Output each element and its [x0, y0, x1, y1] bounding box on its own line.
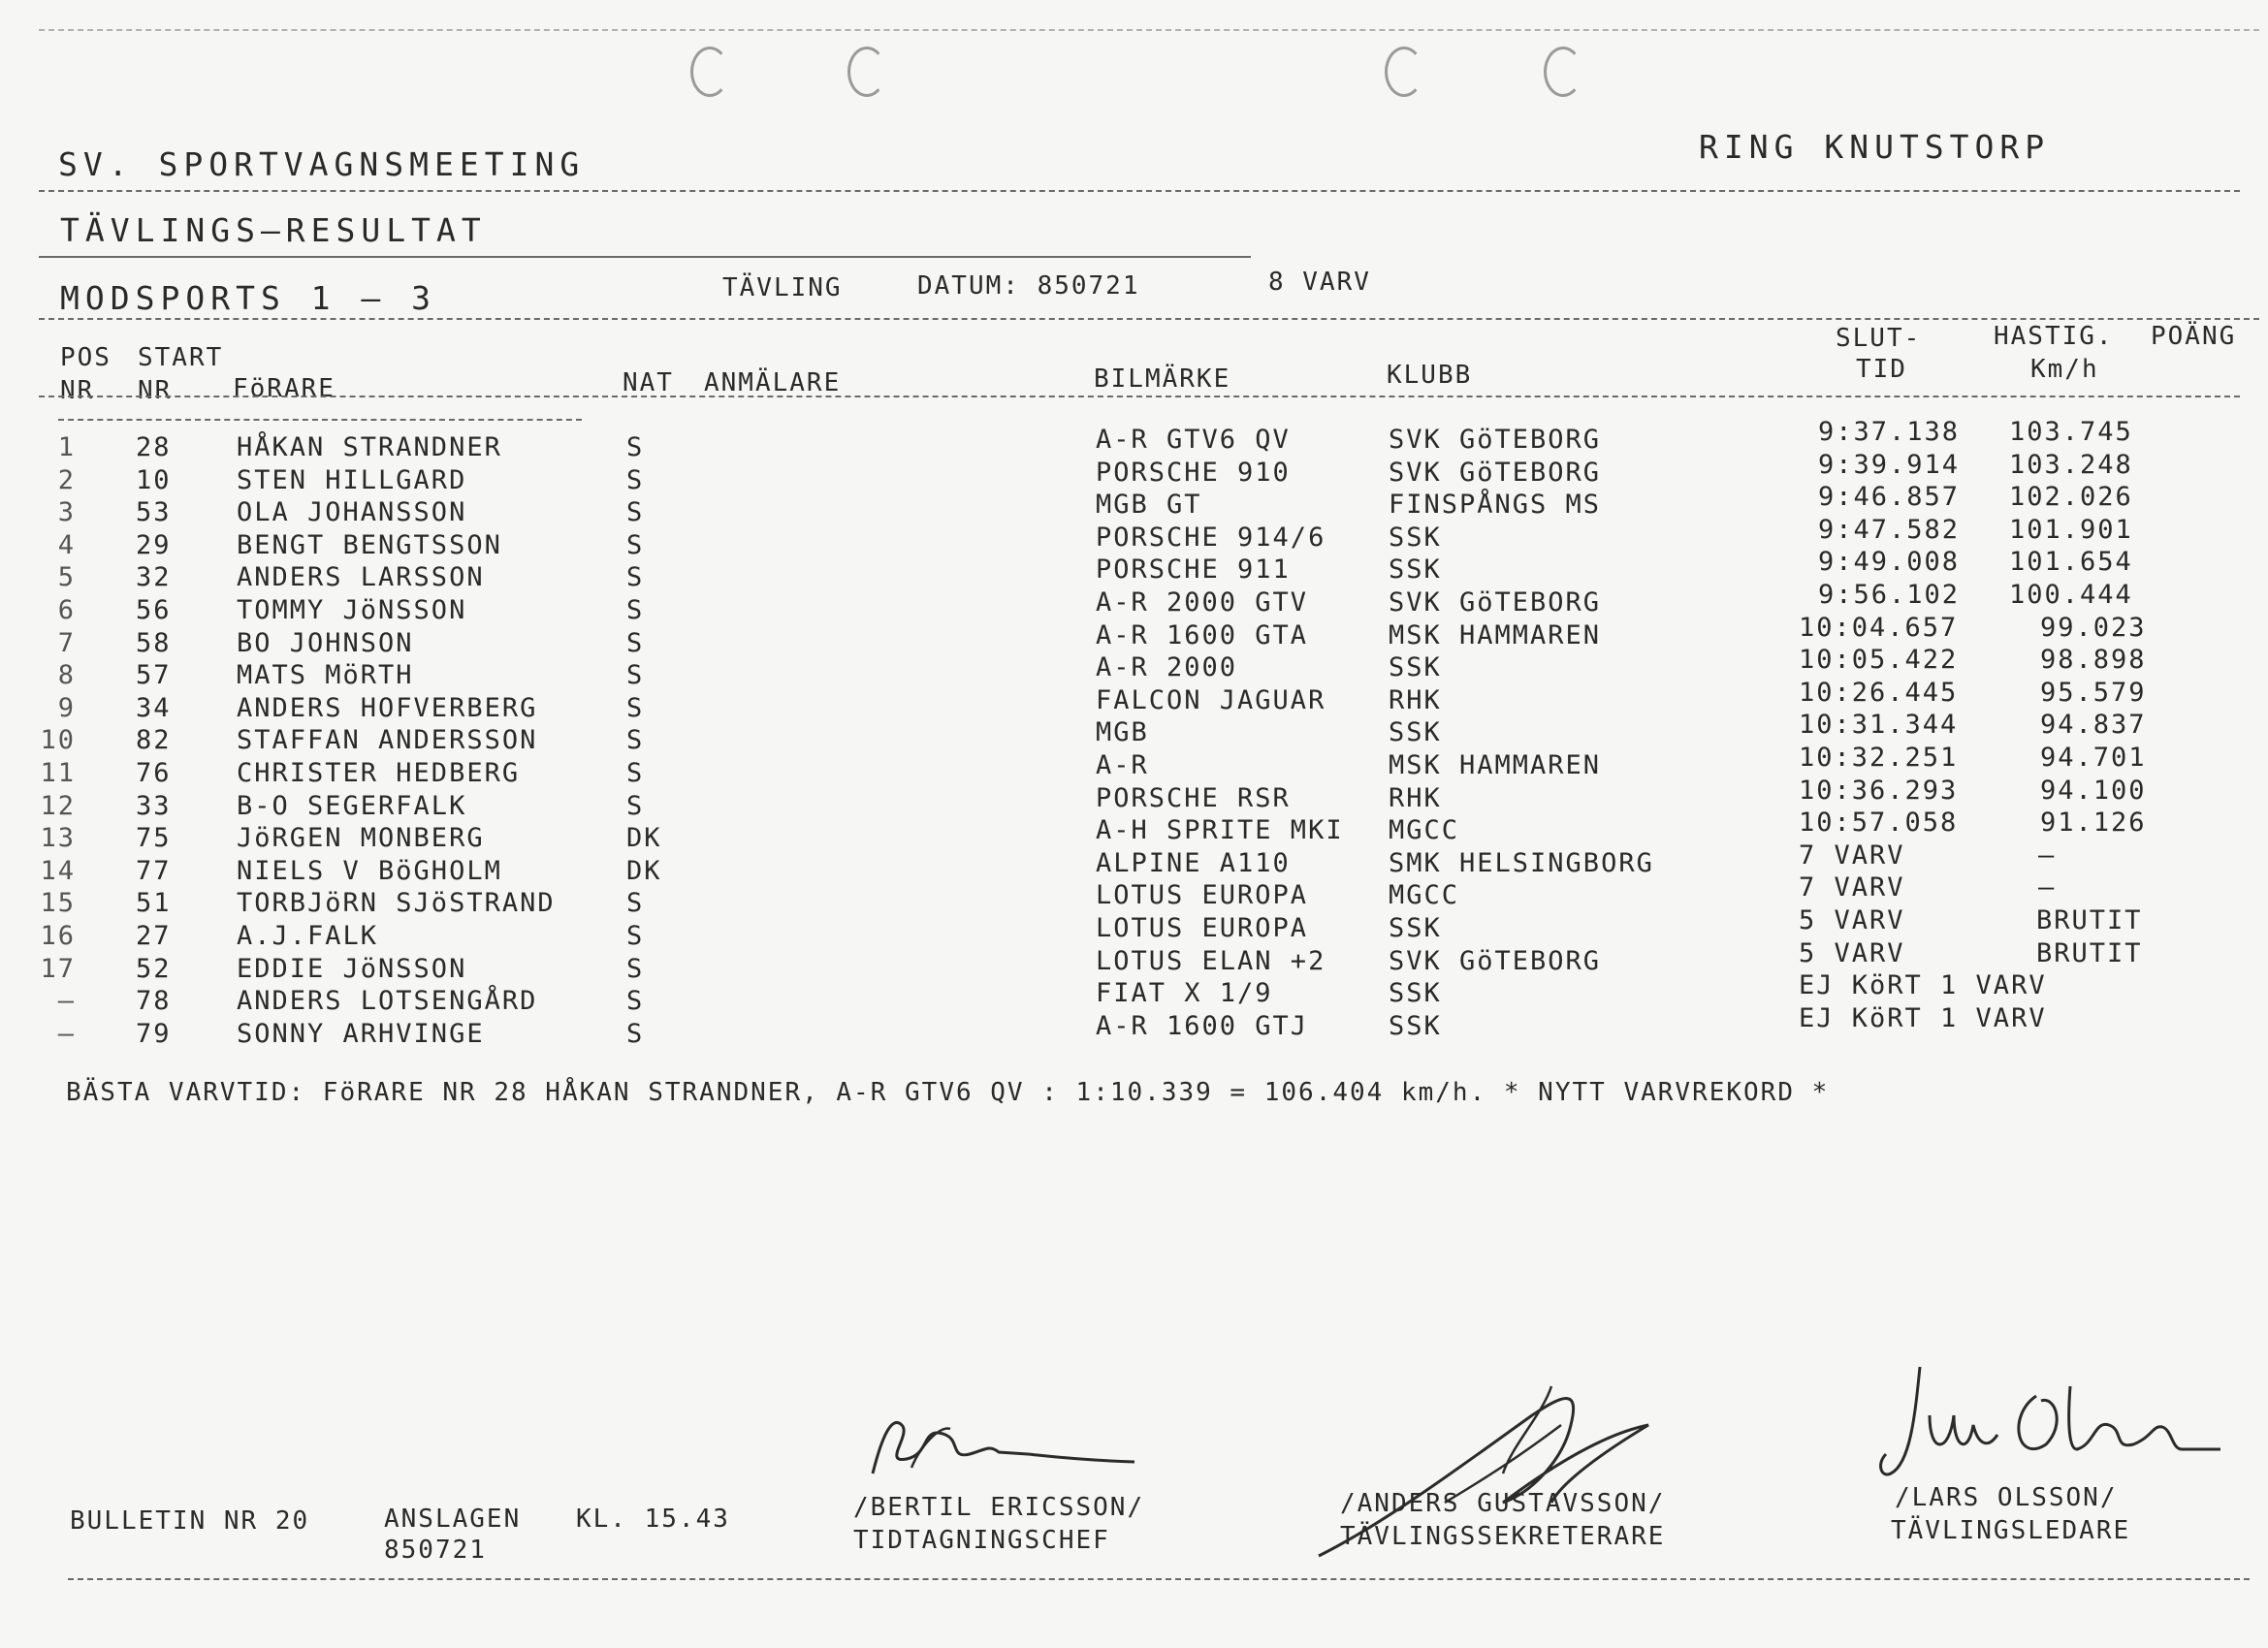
cell-car: FIAT X 1/9 [1096, 978, 1273, 1009]
cell-time: 5 VARV [1799, 937, 1905, 968]
cell-driver: STAFFAN ANDERSSON [237, 725, 538, 756]
cell-time: 5 VARV [1799, 905, 1905, 935]
header-entrant: ANMÄLARE [704, 368, 842, 397]
cell-driver: NIELS V BöGHOLM [237, 855, 502, 886]
cell-speed: 98.898 [2040, 645, 2147, 676]
cell-nat: S [626, 464, 645, 495]
cell-car: PORSCHE RSR [1096, 782, 1291, 813]
document-subtitle: TÄVLINGS—RESULTAT [60, 211, 487, 249]
cell-speed: BRUTIT [2036, 905, 2143, 935]
divider [39, 396, 2240, 397]
cell-start: 52 [136, 953, 172, 984]
header-nat: NAT [623, 368, 674, 397]
cell-pos: 4 [57, 529, 76, 560]
cell-car: PORSCHE 911 [1096, 555, 1291, 586]
divider [39, 318, 2259, 320]
divider [58, 419, 582, 421]
cell-pos: 11 [40, 758, 76, 788]
cell-nat: S [626, 1018, 645, 1049]
cell-speed: 103.248 [2009, 449, 2133, 480]
cell-car: A-R 2000 [1096, 652, 1238, 683]
cell-nat: S [626, 986, 645, 1017]
cell-start: 29 [136, 529, 172, 560]
cell-time: EJ KöRT 1 VARV [1799, 1002, 2047, 1033]
cell-pos: 8 [57, 660, 76, 691]
cell-driver: ANDERS LARSSON [237, 562, 485, 593]
cell-driver: SONNY ARHVINGE [237, 1018, 485, 1049]
header-speed-bottom: Km/h [2030, 355, 2099, 384]
header-club: KLUBB [1387, 361, 1473, 390]
cell-pos: 1 [57, 432, 76, 462]
cell-pos: 7 [57, 627, 76, 658]
lap-count: 8 VARV [1268, 268, 1371, 297]
cell-speed: 94.837 [2040, 710, 2147, 741]
top-edge-rule [39, 29, 2259, 31]
cell-time: 7 VARV [1799, 872, 1905, 903]
cell-speed: 101.654 [2009, 547, 2133, 578]
cell-start: 75 [136, 823, 172, 854]
cell-start: 32 [136, 562, 172, 593]
cell-speed: 102.026 [2009, 482, 2133, 513]
cell-start: 53 [136, 497, 172, 528]
cell-club: SSK [1389, 1010, 1442, 1041]
cell-car: A-R 1600 GTA [1096, 619, 1309, 650]
bottom-divider [68, 1578, 2250, 1580]
cell-club: MGCC [1389, 880, 1460, 911]
cell-nat: S [626, 432, 645, 462]
cell-time: 9:37.138 [1818, 417, 1961, 447]
cell-speed: BRUTIT [2036, 937, 2143, 968]
cell-car: PORSCHE 914/6 [1096, 522, 1326, 553]
cell-club: MGCC [1389, 815, 1460, 846]
cell-pos: 3 [57, 497, 76, 528]
header-pos-nr: NR [60, 376, 95, 405]
cell-speed: 94.100 [2040, 775, 2147, 806]
cell-nat: S [626, 627, 645, 658]
cell-nat: DK [626, 823, 662, 854]
race-date: DATUM: 850721 [917, 271, 1140, 301]
cell-car: FALCON JAGUAR [1096, 684, 1326, 715]
cell-driver: MATS MöRTH [237, 660, 414, 691]
cell-speed: 103.745 [2009, 417, 2133, 447]
cell-driver: A.J.FALK [237, 921, 379, 951]
cell-start: 76 [136, 758, 172, 788]
cell-time: 9:49.008 [1818, 547, 1961, 578]
cell-start: 78 [136, 986, 172, 1017]
divider [39, 190, 2240, 192]
cell-car: A-R 1600 GTJ [1096, 1010, 1309, 1041]
cell-time: 10:05.422 [1799, 645, 1959, 676]
punch-hole [1544, 47, 1582, 97]
cell-club: SSK [1389, 717, 1442, 748]
cell-start: 51 [136, 888, 172, 919]
cell-club: RHK [1389, 782, 1442, 813]
cell-car: ALPINE A110 [1096, 847, 1291, 878]
cell-pos: 6 [57, 595, 76, 625]
bulletin-posted-label: ANSLAGEN [384, 1505, 522, 1534]
cell-club: SSK [1389, 913, 1442, 943]
header-start-nr: NR [138, 376, 173, 405]
cell-pos: 15 [40, 888, 76, 919]
signature-name-3: /LARS OLSSON/ [1895, 1483, 2118, 1512]
cell-nat: DK [626, 855, 662, 886]
cell-time: 9:56.102 [1818, 580, 1961, 610]
cell-club: SVK GöTEBORG [1389, 425, 1602, 455]
cell-nat: S [626, 562, 645, 593]
cell-start: 56 [136, 595, 172, 625]
cell-time: 10:36.293 [1799, 775, 1959, 806]
punch-hole [1385, 47, 1423, 97]
cell-nat: S [626, 497, 645, 528]
cell-car: LOTUS ELAN +2 [1096, 945, 1326, 976]
cell-club: SSK [1389, 978, 1442, 1009]
cell-start: 79 [136, 1018, 172, 1049]
cell-driver: B-O SEGERFALK [237, 790, 467, 821]
cell-car: A-R GTV6 QV [1096, 425, 1291, 455]
cell-start: 77 [136, 855, 172, 886]
cell-club: RHK [1389, 684, 1442, 715]
cell-car: LOTUS EUROPA [1096, 913, 1309, 943]
cell-start: 10 [136, 464, 172, 495]
cell-time: 9:39.914 [1818, 449, 1961, 480]
cell-driver: HÅKAN STRANDNER [237, 432, 502, 462]
cell-speed: – [2038, 840, 2057, 871]
signature-ericsson [853, 1406, 1164, 1497]
cell-start: 82 [136, 725, 172, 756]
cell-speed: 95.579 [2040, 677, 2147, 708]
cell-nat: S [626, 758, 645, 788]
cell-pos: 17 [40, 953, 76, 984]
cell-nat: S [626, 953, 645, 984]
cell-start: 33 [136, 790, 172, 821]
cell-pos: 12 [40, 790, 76, 821]
cell-time: EJ KöRT 1 VARV [1799, 970, 2047, 1001]
cell-pos: 10 [40, 725, 76, 756]
signature-olsson [1862, 1357, 2230, 1497]
cell-speed: 99.023 [2040, 612, 2147, 643]
cell-start: 57 [136, 660, 172, 691]
header-time-top: SLUT- [1836, 324, 1922, 353]
cell-car: A-R [1096, 750, 1149, 780]
cell-start: 28 [136, 432, 172, 462]
cell-time: 10:32.251 [1799, 743, 1959, 773]
cell-speed: 100.444 [2009, 580, 2133, 610]
race-label: TÄVLING [722, 273, 843, 302]
header-speed-top: HASTIG. [1994, 322, 2114, 351]
header-car: BILMÄRKE [1094, 364, 1231, 394]
cell-driver: EDDIE JöNSSON [237, 953, 467, 984]
cell-nat: S [626, 595, 645, 625]
cell-pos: 2 [57, 464, 76, 495]
cell-club: MSK HAMMAREN [1389, 750, 1602, 780]
cell-pos: – [57, 1018, 76, 1049]
cell-speed: 101.901 [2009, 514, 2133, 545]
cell-nat: S [626, 790, 645, 821]
cell-speed: 91.126 [2040, 808, 2147, 839]
class-name: MODSPORTS 1 — 3 [60, 279, 437, 317]
cell-time: 9:47.582 [1818, 514, 1961, 545]
header-points: POÄNG [2151, 322, 2237, 351]
signature-role-3: TÄVLINGSLEDARE [1891, 1516, 2131, 1545]
cell-pos: 16 [40, 921, 76, 951]
cell-start: 27 [136, 921, 172, 951]
divider [39, 256, 1251, 258]
header-pos-top: POS [60, 343, 112, 372]
cell-club: SSK [1389, 555, 1442, 586]
cell-driver: BENGT BENGTSSON [237, 529, 502, 560]
best-lap-note: BÄSTA VARVTID: FöRARE NR 28 HÅKAN STRANDNER, A-R GTV6 QV : 1:10.339 = 106.404 km/h. * NYTT VARVREKORD * [66, 1078, 1830, 1107]
cell-pos: 9 [57, 692, 76, 723]
cell-time: 10:26.445 [1799, 677, 1959, 708]
bulletin-time: KL. 15.43 [576, 1505, 730, 1534]
cell-nat: S [626, 888, 645, 919]
cell-car: MGB GT [1096, 490, 1202, 521]
cell-club: SVK GöTEBORG [1389, 457, 1602, 488]
cell-speed: – [2038, 872, 2057, 903]
cell-speed: 94.701 [2040, 743, 2147, 773]
bulletin-number: BULLETIN NR 20 [70, 1506, 310, 1536]
header-time-bottom: TID [1856, 355, 1907, 384]
cell-time: 7 VARV [1799, 840, 1905, 871]
cell-driver: CHRISTER HEDBERG [237, 758, 521, 788]
cell-club: SVK GöTEBORG [1389, 587, 1602, 618]
cell-pos: 14 [40, 855, 76, 886]
cell-club: SMK HELSINGBORG [1389, 847, 1654, 878]
cell-club: SSK [1389, 522, 1442, 553]
cell-car: PORSCHE 910 [1096, 457, 1291, 488]
cell-club: SSK [1389, 652, 1442, 683]
cell-pos: – [57, 986, 76, 1017]
signature-name-2: /ANDERS GUSTAVSSON/ [1340, 1489, 1666, 1518]
cell-club: SVK GöTEBORG [1389, 945, 1602, 976]
cell-driver: TORBJöRN SJöSTRAND [237, 888, 556, 919]
cell-time: 10:04.657 [1799, 612, 1959, 643]
cell-pos: 13 [40, 823, 76, 854]
cell-driver: BO JOHNSON [237, 627, 414, 658]
cell-driver: TOMMY JöNSSON [237, 595, 467, 625]
cell-driver: ANDERS HOFVERBERG [237, 692, 538, 723]
signature-name-1: /BERTIL ERICSSON/ [853, 1493, 1145, 1522]
cell-driver: ANDERS LOTSENGÅRD [237, 986, 538, 1017]
signature-role-2: TÄVLINGSSEKRETERARE [1340, 1522, 1666, 1551]
event-title: SV. SPORTVAGNSMEETING [58, 145, 586, 183]
bulletin-posted-date: 850721 [384, 1536, 487, 1565]
cell-car: MGB [1096, 717, 1149, 748]
cell-time: 10:57.058 [1799, 808, 1959, 839]
venue-title: RING KNUTSTORP [1699, 128, 2051, 166]
cell-driver: JöRGEN MONBERG [237, 823, 485, 854]
cell-nat: S [626, 725, 645, 756]
cell-club: MSK HAMMAREN [1389, 619, 1602, 650]
cell-start: 58 [136, 627, 172, 658]
cell-nat: S [626, 529, 645, 560]
cell-pos: 5 [57, 562, 76, 593]
cell-driver: STEN HILLGARD [237, 464, 467, 495]
cell-car: LOTUS EUROPA [1096, 880, 1309, 911]
cell-time: 10:31.344 [1799, 710, 1959, 741]
cell-driver: OLA JOHANSSON [237, 497, 467, 528]
cell-nat: S [626, 660, 645, 691]
signature-role-1: TIDTAGNINGSCHEF [853, 1526, 1110, 1555]
header-start-top: START [138, 343, 224, 372]
cell-nat: S [626, 921, 645, 951]
cell-start: 34 [136, 692, 172, 723]
cell-club: FINSPÅNGS MS [1389, 490, 1602, 521]
cell-nat: S [626, 692, 645, 723]
header-driver: FöRARE [233, 374, 335, 403]
cell-time: 9:46.857 [1818, 482, 1961, 513]
punch-hole [690, 47, 729, 97]
cell-car: A-R 2000 GTV [1096, 587, 1309, 618]
punch-hole [847, 47, 886, 97]
cell-car: A-H SPRITE MKI [1096, 815, 1344, 846]
